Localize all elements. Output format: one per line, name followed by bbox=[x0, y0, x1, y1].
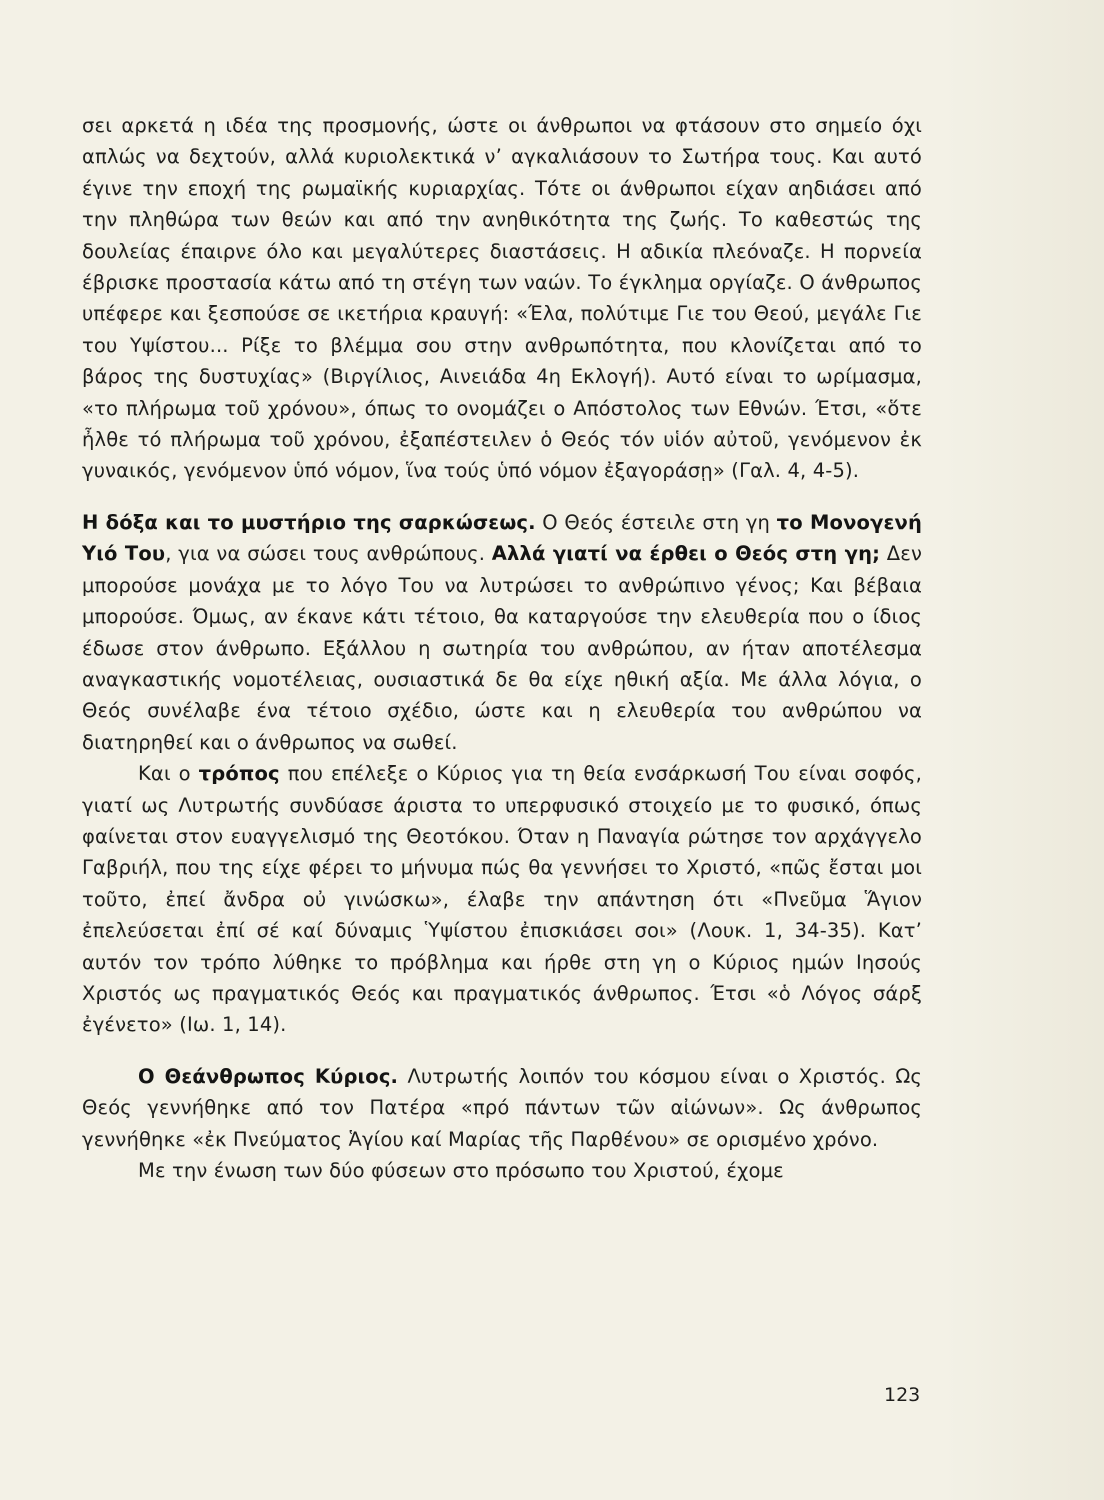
page-number: 123 bbox=[884, 1384, 921, 1406]
text-segment: σει αρκετά η ιδέα της προσμονής, ώστε οι άνθρωποι να φτάσουν στο σημείο όχι απλώς να δεχτούν, αλλά κυριολεκτικά ν’ αγκαλιάσουν το Σωτήρα τους. Και αυτό έγινε την εποχή της ρωμαϊκής κυριαρχίας. Τότε οι άνθρωποι είχαν αηδιάσει από την πληθώρα των θεών και από την ανηθικότητα της ζωής. Το καθεστώς της δουλείας έπαιρνε όλο και μεγαλύτερες διαστάσεις. Η αδικία πλεόναζε. Η πορνεία έβρισκε προστασία κάτω από τη στέγη των ναών. Το έγκλημα οργίαζε. Ο άνθρωπος υπέφερε και ξεσπούσε σε ικετήρια κραυγή: «Έλα, πολύτιμε Γιε του Θεού, μεγάλε Γιε του Υψίστου... Ρίξε το βλέμμα σου στην ανθρωπότητα, που κλονίζεται από το βάρος της δυστυχίας» (Βιργίλιος, Αινειάδα 4η Εκλογή). Αυτό είναι το ωρίμασμα, «το πλήρωμα τοῦ χρόνου», όπως το ονομάζει ο Απόστολος των Εθνών. Έτσι, «ὅτε ἦλθε τό πλήρωμα τοῦ χρόνου, ἐξαπέστειλεν ὁ Θεός τόν υἱόν αὐτοῦ, γενόμενον ἐκ γυναικός, γενόμενον ὑπό νόμον, ἵνα τούς ὑπό νόμον ἐξαγοράσῃ» (Γαλ. 4, 4-5). bbox=[82, 114, 922, 483]
paragraph-intro bbox=[82, 110, 922, 487]
bold-phrase: το Μονογενή Υιό Του bbox=[82, 510, 922, 566]
paragraph-incarnation-glory bbox=[82, 507, 922, 758]
text-segment: Δεν μπορούσε μονάχα με το λόγο Του να λυτρώσει το ανθρώπινο γένος; Και βέβαια μπορούσε. Όμως, αν έκανε κάτι τέτοιο, θα καταργούσε την ελευθερία που ο ίδιος έδωσε στον άνθρωπο. Εξάλλου η σωτηρία του ανθρώπου, αν ήταν αποτέλεσμα αναγκαστικής νομοτέλειας, ουσιαστικά δε θα είχε ηθική αξία. Με άλλα λόγια, ο Θεός συνέλαβε ένα τέτοιο σχέδιο, ώστε και η ελευθερία του ανθρώπου να διατηρηθεί και ο άνθρωπος να σωθεί. bbox=[82, 542, 923, 754]
bold-word: τρόπος bbox=[198, 762, 280, 786]
section-heading-god-man: Ο Θεάνθρωπος Κύριος. bbox=[138, 1064, 399, 1088]
section-heading-incarnation: Η δόξα και το μυστήριο της σαρκώσεως. bbox=[82, 510, 536, 534]
text-segment: Με την ένωση των δύο φύσεων στο πρόσωπο του Χριστού, έχομε bbox=[138, 1159, 784, 1182]
text-segment: Και ο bbox=[138, 762, 199, 786]
page-edge-shading bbox=[944, 0, 1104, 1500]
body-text bbox=[82, 110, 922, 1186]
paragraph-two-natures bbox=[82, 1155, 922, 1186]
text-segment: που επέλεξε ο Κύριος για τη θεία ενσάρκωσή Του είναι σοφός, γιατί ως Λυτρωτής συνδύασε άριστα το υπερφυσικό στοιχείο με το φυσικό, όπως φαίνεται στον ευαγγελισμό της Θεοτόκου. Όταν η Παναγία ρώτησε τον αρχάγγελο Γαβριήλ, που της είχε φέρει το μήνυμα πώς θα γεννήσει το Χριστό, «πῶς ἔσται μοι τοῦτο, ἐπεί ἄνδρα οὐ γινώσκω», έλαβε την απάντηση ότι «Πνεῦμα Ἅγιον ἐπελεύσεται ἐπί σέ καί δύναμις Ὑψίστου ἐπισκιάσει σοι» (Λουκ. 1, 34-35). Κατ’ αυτόν τον τρόπο λύθηκε το πρόβλημα και ήρθε στη γη ο Κύριος ημών Ιησούς Χριστός ως πραγματικός Θεός και πραγματικός άνθρωπος. Έτσι «ὁ Λόγος σάρξ ἐγένετο» (Ιω. 1, 14). bbox=[82, 762, 922, 1037]
bold-question: Αλλά γιατί να έρθει ο Θεός στη γη; bbox=[491, 542, 881, 566]
text-segment: , για να σώσει τους ανθρώπους. bbox=[165, 542, 492, 566]
paragraph-method bbox=[82, 758, 922, 1041]
paragraph-god-man bbox=[82, 1061, 922, 1155]
text-segment: Ο Θεός έστειλε στη γη bbox=[535, 510, 777, 534]
text-segment: Λυτρωτής λοιπόν του κόσμου είναι ο Χριστός. Ως Θεός γεννήθηκε από τον Πατέρα «πρό πάντων τῶν αἰώνων». Ως άνθρωπος γεννήθηκε «ἐκ Πνεύματος Ἁγίου καί Μαρίας τῆς Παρθένου» σε ορισμένο χρόνο. bbox=[82, 1064, 922, 1151]
